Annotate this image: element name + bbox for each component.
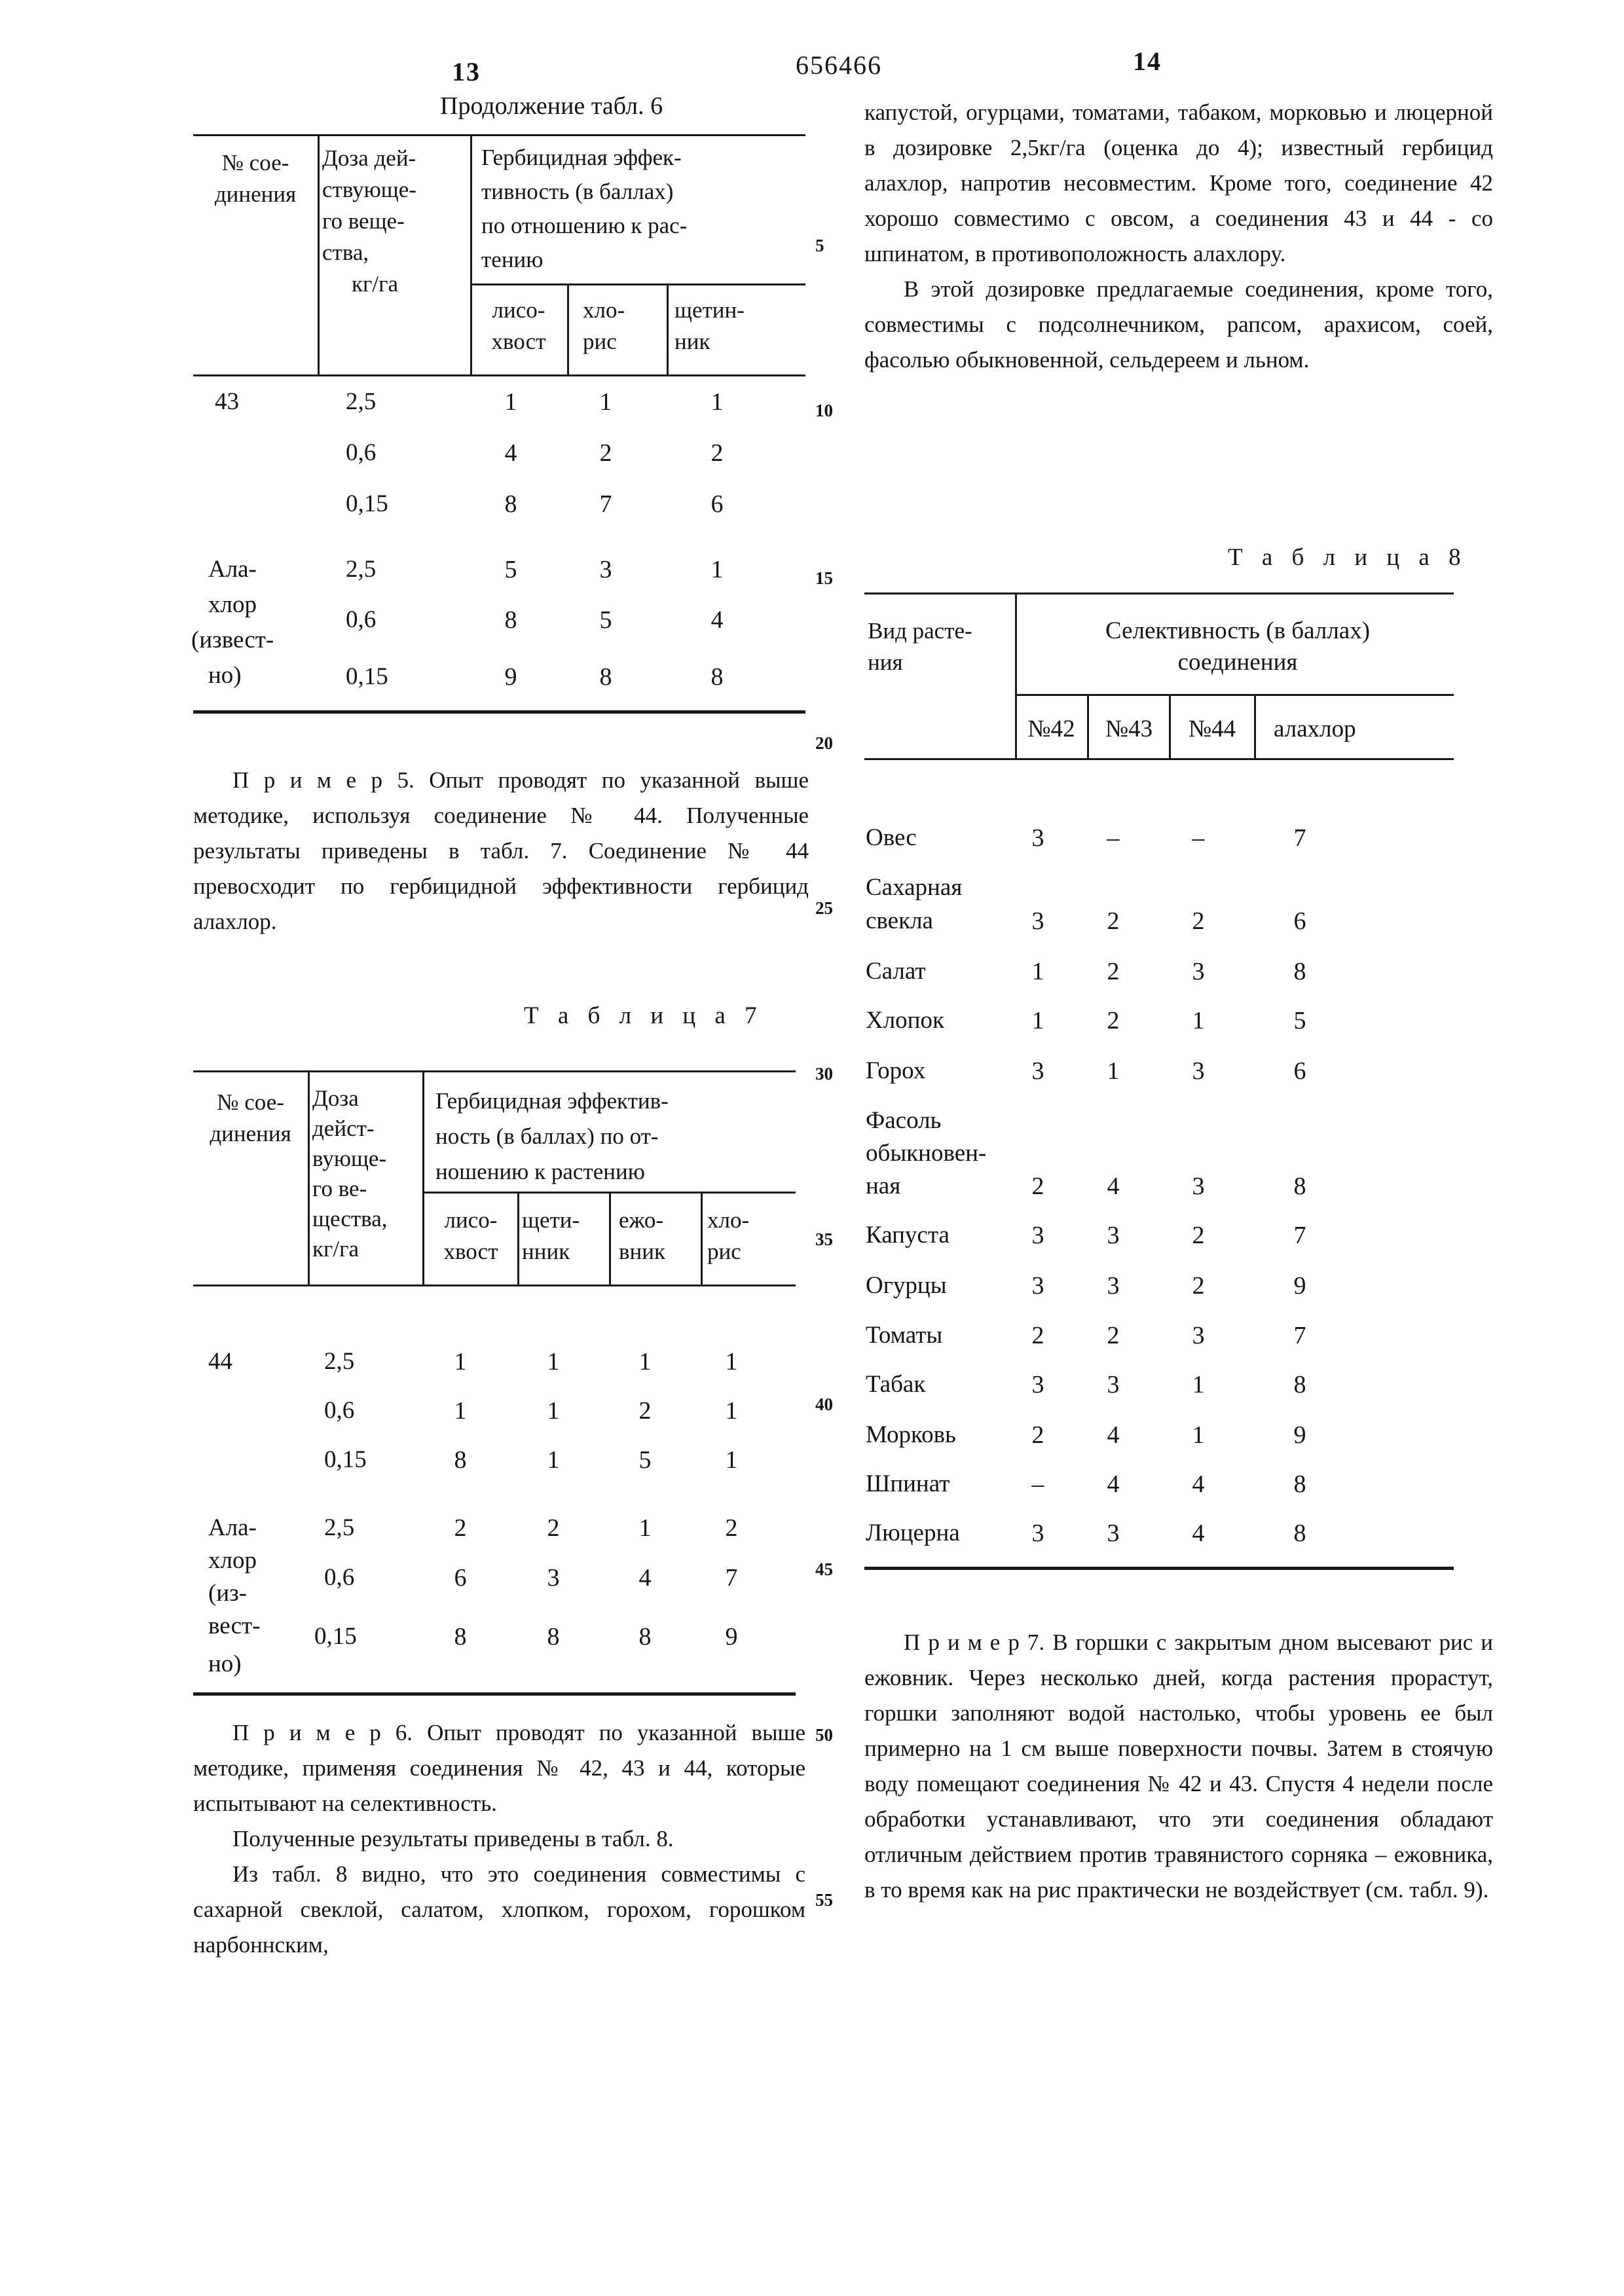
left-column-bottom-text (193, 1715, 805, 1963)
table-8-header-c44: №44 (1188, 716, 1236, 742)
table-7-caption: Т а б л и ц а 7 (524, 1002, 764, 1029)
table-6-header-dose: Доза дей- ствующе- го веще- ства, кг/га (322, 145, 416, 297)
page-number-right: 14 (1133, 46, 1162, 76)
table-7-header-barnyardgrass: ежо- вник (619, 1207, 665, 1264)
table-8-header-selectivity: Селективность (в баллах) соединения (1105, 617, 1371, 676)
table-8-header-c42: №42 (1027, 716, 1075, 742)
table-8-header-alachlor: алахлор (1274, 716, 1356, 742)
table-8-conclusion-paragraph: Из табл. 8 видно, что это соединения совместимы с сахарной свеклой, салатом, хлопком, горохом, горошком нарбоннским, (193, 1861, 805, 1958)
continuation-paragraph: капустой, огурцами, томатами, табаком, морковью и люцерной в дозировке 2,5кг/га (оценка до 4); известный гербицид алахлор, напротив несовместим. Кроме того, соединение 42 хорошо совместимо с овсом, а соединения 43 и 44 - со шпинатом, в противоположность алахлору. (864, 100, 1493, 266)
table-6-header-efficacy: Гербицидная эффек- тивность (в баллах) по отношению к рас- тению (481, 145, 688, 272)
table-8-header-c43: №43 (1105, 716, 1153, 742)
document-number: 656466 (796, 50, 882, 80)
table-7-header-rice: хло- рис (707, 1207, 750, 1264)
table-7-header-compound: № сое- динения (210, 1089, 291, 1146)
example-5-paragraph: П р и м е р 5. Опыт проводят по указанной выше методике, используя соединение № 44. Полученные результаты приведены в табл. 7. Соединение № 44 превосходит по гербицидной эффективности гербицид алахлор. (193, 767, 809, 934)
table-7-cell: хлор (208, 1547, 257, 1574)
page-number-left: 13 (452, 57, 481, 86)
table-8-header-species: Вид расте- ния (868, 618, 972, 675)
table-6-header-compound: № сое- динения (214, 150, 297, 207)
example-6-paragraph: П р и м е р 6. Опыт проводят по указанной выше методике, применяя соединения № 42, 43 и 44, которые испытывают на селективность. (193, 1720, 805, 1816)
table-6-caption: Продолжение табл. 6 (440, 92, 663, 120)
table-6-header-rice: хло- рис (583, 297, 625, 354)
table-6-header-bristlegrass: щетин- ник (674, 297, 745, 354)
results-table-8-paragraph: Полученные результаты приведены в табл. 8. (232, 1826, 674, 1851)
table-7-header-foxtail: лисо- хвост (443, 1207, 498, 1264)
dosage-paragraph: В этой дозировке предлагаемые соединения, кроме того, совместимы с подсолнечником, рапсом, арахисом, соей, фасолью обыкновенной, сельдереем и льном. (864, 276, 1493, 373)
table-7-header-efficacy: Гербицидная эффектив- ность (в баллах) по от- ношению к растению (435, 1088, 669, 1184)
table-7-cell: но) (208, 1650, 242, 1677)
table-7-header-bristlegrass: щети- нник (522, 1207, 580, 1264)
table-6-header-foxtail: лисо- хвост (491, 297, 546, 354)
table-8-caption: Т а б л и ц а 8 (1228, 544, 1467, 571)
right-column-top-text (864, 95, 1493, 378)
example-7-paragraph: П р и м е р 7. В горшки с закрытым дном высевают рис и ежовник. Через несколько дней, когда растения прорастут, горшки заполняют водой настолько, чтобы уровень ее был примерно на 1 см выше поверхности почвы. Затем в стоячую воду помещают соединения № 42 и 43. Спустя 4 недели после обработки устанавливают, что эти соединения обладают отличным действием против травянистого сорняка – ежовника, в то время как на рис практически не воздействует (см. табл. 9). (864, 1630, 1493, 1903)
table-7-header-dose: Доза дейст- вующе- го ве- щества, кг/га (312, 1085, 388, 1262)
table-6-cell: (извест- (191, 627, 274, 653)
